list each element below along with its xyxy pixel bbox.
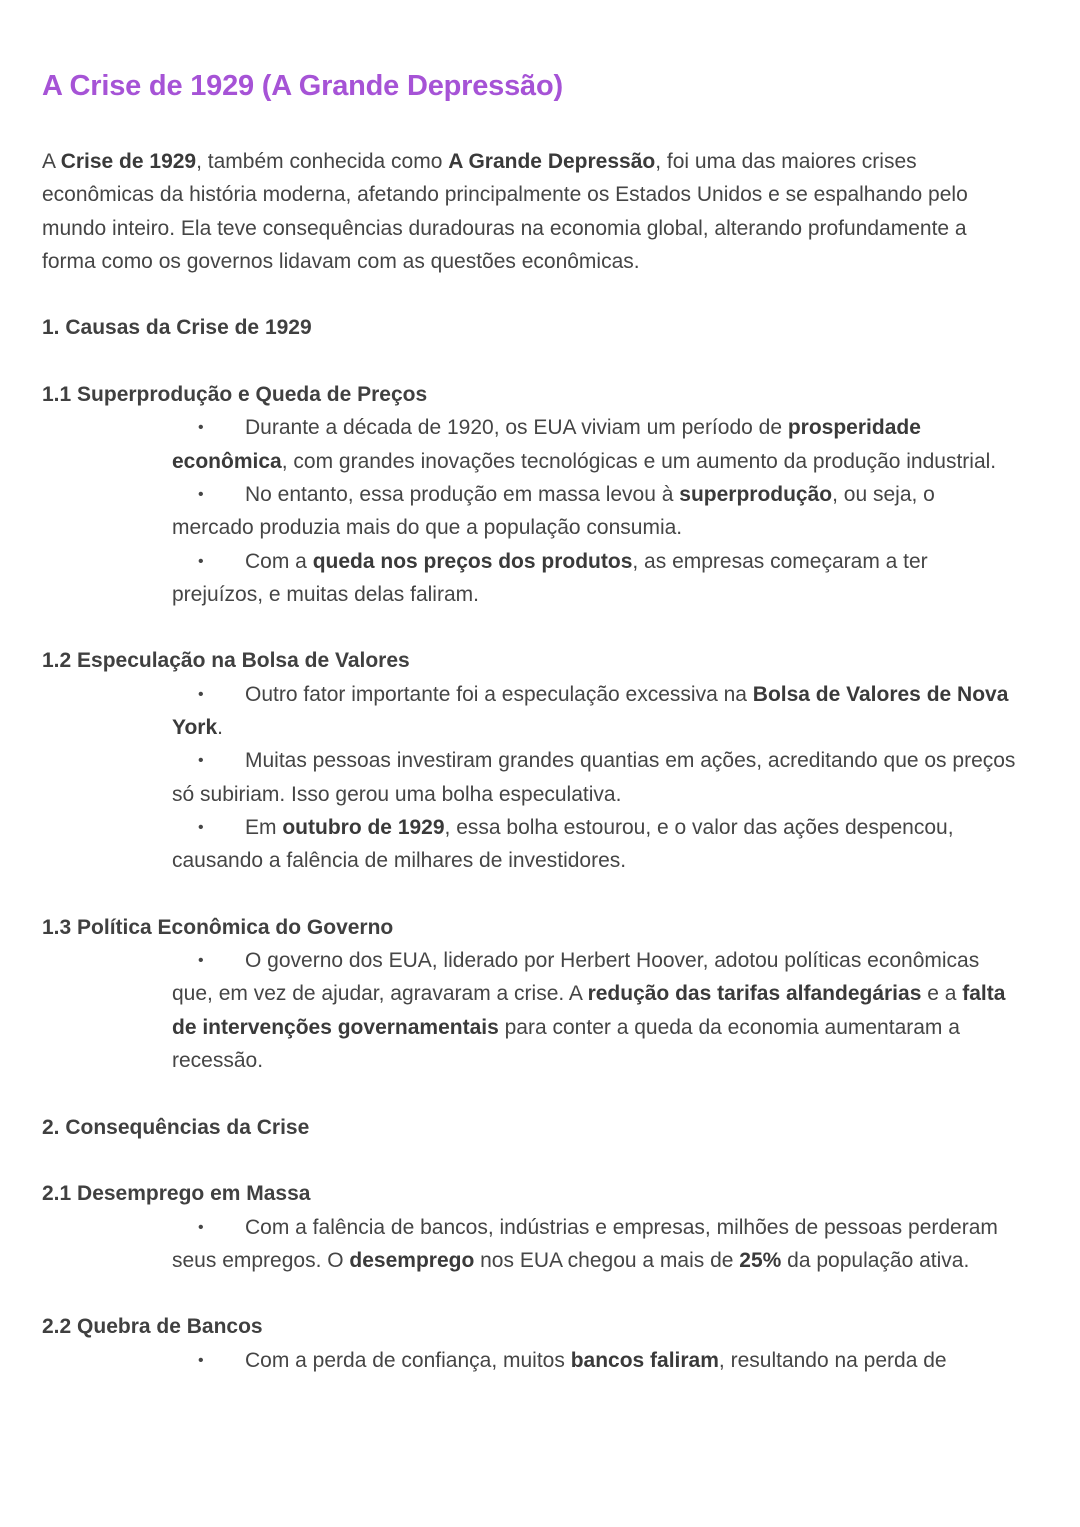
text: Outro fator importante foi a especulação excessiva na (245, 682, 753, 706)
section-heading (42, 378, 1022, 411)
bullet-icon: • (198, 1351, 204, 1369)
text: 1. Causas da Crise de 1929 (42, 316, 312, 340)
bullet-icon: • (198, 552, 204, 570)
text: 1.1 Superprodução e Queda de Preços (42, 383, 428, 407)
text: 1.3 Política Econômica do Governo (42, 915, 394, 939)
text: Com a perda de confiança, muitos (245, 1348, 571, 1372)
bullet-item (172, 678, 1022, 745)
bullet-item (172, 944, 1022, 1077)
text: nos EUA chegou a mais de (474, 1248, 740, 1272)
bold-text: falta de intervenções governamentais (172, 982, 1006, 1039)
section-heading (42, 1310, 1022, 1343)
text: . (217, 716, 223, 740)
text: Em (245, 815, 283, 839)
text: da população ativa. (781, 1248, 970, 1272)
text: para conter a queda da economia aumentaram a recessão. (172, 1015, 960, 1073)
bullet-icon: • (198, 1218, 204, 1236)
bullet-icon: • (198, 419, 204, 437)
text: , essa bolha estourou, e o valor das ações despencou, causando a falência de milhares de investidores. (172, 815, 954, 873)
bold-text: superprodução (679, 482, 833, 506)
text: 1.2 Especulação na Bolsa de Valores (42, 649, 410, 673)
document-title: A Crise de 1929 (A Grande Depressão) (42, 70, 563, 102)
bullet-item (172, 411, 1022, 478)
section-heading (42, 644, 1022, 677)
text: A (42, 150, 61, 173)
bold-text: 25% (739, 1248, 782, 1272)
text: O governo dos EUA, liderado por Herbert Hoover, adotou políticas econômicas que, em vez de ajudar, agravaram a crise. A (172, 949, 980, 1006)
text: 2. Consequências da Crise (42, 1115, 310, 1139)
text: , ou seja, o mercado produzia mais do que a população consumia. (172, 482, 935, 540)
text: , com grandes inovações tecnológicas e um aumento da produção industrial. (281, 449, 997, 473)
section-heading (42, 1111, 1022, 1144)
text: 2.2 Quebra de Bancos (42, 1315, 263, 1339)
text: e a (921, 982, 963, 1006)
text: Com a (245, 549, 313, 573)
bullet-item (172, 478, 1022, 545)
text: Com a falência de bancos, indústrias e empresas, milhões de pessoas perderam seus empregos. O (172, 1215, 998, 1272)
text: No entanto, essa produção em massa levou à (245, 482, 680, 506)
bold-text: queda nos preços dos produtos (312, 549, 633, 573)
text: , foi uma das maiores crises econômicas da história moderna, afetando principalmente os Estados Unidos e se espalhando pelo mundo inteiro. Ela teve consequências duradouras na economia global, alterando profundamente a forma como os governos lidavam com as questões econômicas. (42, 150, 968, 273)
section-heading (42, 1177, 1022, 1210)
bullet-icon: • (198, 752, 204, 770)
text: Muitas pessoas investiram grandes quantias em ações, acreditando que os preços só subiriam. Isso gerou uma bolha especulativa. (172, 749, 1016, 806)
document-body (42, 145, 1022, 1377)
bold-text: prosperidade econômica (172, 416, 921, 473)
text: , também conhecida como (196, 150, 449, 173)
bullet-icon: • (198, 818, 204, 836)
bullet-item (172, 744, 1022, 811)
bullet-icon: • (198, 685, 204, 703)
text: Durante a década de 1920, os EUA viviam um período de (245, 416, 788, 440)
section-heading (42, 911, 1022, 944)
bold-text: desemprego (349, 1248, 475, 1272)
bullet-item (172, 545, 1022, 612)
bold-text: outubro de 1929 (282, 815, 445, 839)
bullet-item (172, 1211, 1022, 1278)
text: , as empresas começaram a ter prejuízos, e muitas delas faliram. (172, 549, 928, 606)
section-heading (42, 311, 1022, 344)
bullet-icon: • (198, 485, 204, 503)
bold-text: Crise de 1929 (60, 150, 197, 173)
paragraph (42, 145, 1022, 278)
bullet-item (172, 811, 1022, 878)
bold-text: bancos faliram (570, 1348, 719, 1372)
text: , resultando na perda de (718, 1348, 947, 1372)
bold-text: A Grande Depressão (448, 150, 656, 173)
text: 2.1 Desemprego em Massa (42, 1182, 311, 1206)
bold-text: redução das tarifas alfandegárias (587, 982, 922, 1006)
bullet-icon: • (198, 952, 204, 970)
bullet-item (172, 1344, 1022, 1377)
bold-text: Bolsa de Valores de Nova York (172, 682, 1009, 740)
